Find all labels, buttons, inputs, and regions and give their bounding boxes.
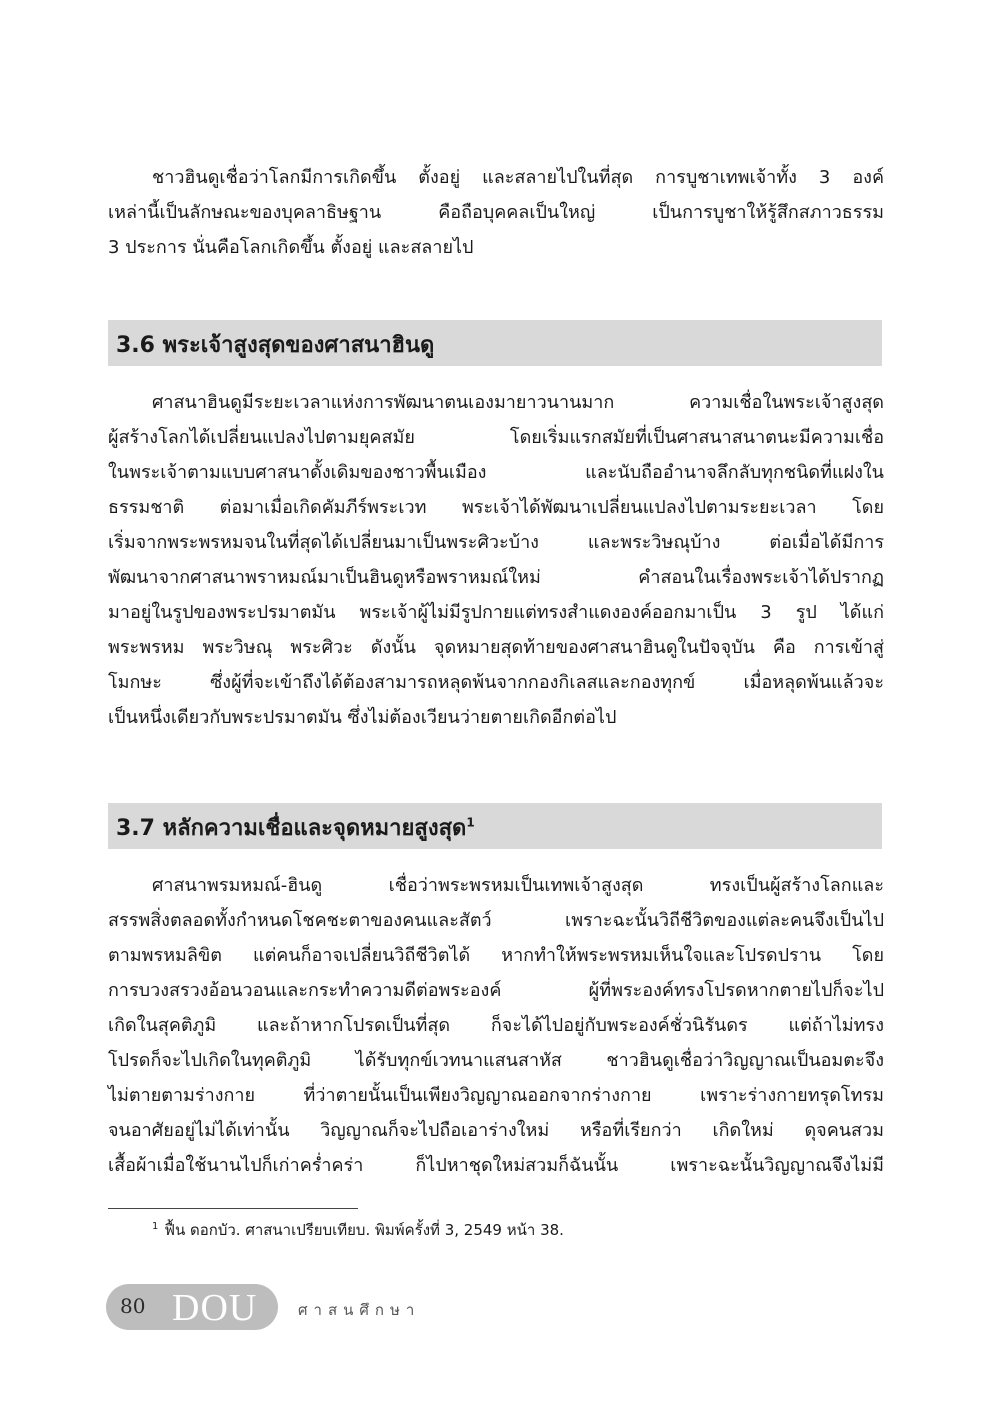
text-line: ชาวฮินดูเชื่อว่าโลกมีการเกิดขึ้น ตั้งอยู่ และสลายไปในที่สุด การบูชาเทพเจ้าทั้ง 3 องค์: [152, 167, 884, 188]
page-number: 80: [120, 1294, 146, 1318]
text-line: เกิดในสุคติภูมิ และถ้าหากโปรดเป็นที่สุด ก็จะได้ไปอยู่กับพระองค์ชั่วนิรันดร แต่ถ้าไม่ทรง: [108, 1015, 884, 1036]
section-title: [116, 810, 475, 845]
text-line: ศาสนาพรมหมณ์-ฮินดู เชื่อว่าพระพรหมเป็นเทพเจ้าสูงสุด ทรงเป็นผู้สร้างโลกและ: [152, 875, 884, 896]
text-line: จนอาศัยอยู่ไม่ได้เท่านั้น วิญญาณก็จะไปถือเอาร่างใหม่ หรือที่เรียกว่า เกิดใหม่ ดุจคนสวม: [108, 1120, 884, 1141]
section-header-3-7: [108, 803, 882, 849]
text-line: การบวงสรวงอ้อนวอนและกระทำความดีต่อพระองค์ ผู้ที่พระองค์ทรงโปรดหากตายไปก็จะไป: [108, 980, 884, 1001]
text-line: เริ่มจากพระพรหมจนในที่สุดได้เปลี่ยนมาเป็นพระศิวะบ้าง และพระวิษณุบ้าง ต่อเมื่อได้มีการ: [108, 532, 884, 553]
text-line: มาอยู่ในรูปของพระปรมาตมัน พระเจ้าผู้ไม่มีรูปกายแต่ทรงสำแดงองค์ออกมาเป็น 3 รูป ได้แก่: [108, 602, 884, 623]
text-line: เหล่านี้เป็นลักษณะของบุคลาธิษฐาน คือถือบุคคลเป็นใหญ่ เป็นการบูชาให้รู้สึกสภาวธรรม: [108, 202, 884, 223]
section-3-7-paragraph: [108, 868, 884, 1183]
footnote-reference: 1: [466, 815, 475, 830]
text-line: พัฒนาจากศาสนาพราหมณ์มาเป็นฮินดูหรือพราหมณ์ใหม่ คำสอนในเรื่องพระเจ้าได้ปรากฏ: [108, 567, 884, 588]
text-line: 3 ประการ นั่นคือโลกเกิดขึ้น ตั้งอยู่ และสลายไป: [108, 237, 474, 258]
text-line: ผู้สร้างโลกได้เปลี่ยนแปลงไปตามยุคสมัย โดยเริ่มแรกสมัยที่เป็นศาสนาสนาตนะมีความเชื่อ: [108, 427, 884, 448]
footnote-divider: [108, 1208, 358, 1209]
section-header-3-6: [108, 320, 882, 366]
dou-logo: DOU: [172, 1287, 258, 1329]
text-line: สรรพสิ่งตลอดทั้งกำหนดโชคชะตาของคนและสัตว์ เพราะฉะนั้นวิถีชีวิตของแต่ละคนจึงเป็นไป: [108, 910, 884, 931]
footnote: [152, 1218, 564, 1242]
section-3-6-paragraph: [108, 385, 884, 735]
text-line: ตามพรหมลิขิต แต่คนก็อาจเปลี่ยนวิถีชีวิตได้ หากทำให้พระพรหมเห็นใจและโปรดปราน โดย: [108, 945, 884, 966]
text-line: เสื้อผ้าเมื่อใช้นานไปก็เก่าคร่ำคร่า ก็ไปหาชุดใหม่สวมก็ฉันนั้น เพราะฉะนั้นวิญญาณจึงไม่มี: [108, 1155, 884, 1176]
text-line: ในพระเจ้าตามแบบศาสนาดั้งเดิมของชาวพื้นเมือง และนับถืออำนาจลึกลับทุกชนิดที่แฝงใน: [108, 462, 884, 483]
text-line: ศาสนาฮินดูมีระยะเวลาแห่งการพัฒนาตนเองมายาวนานมาก ความเชื่อในพระเจ้าสูงสุด: [152, 392, 884, 413]
footnote-marker: 1: [152, 1221, 159, 1232]
text-line: เป็นหนึ่งเดียวกับพระปรมาตมัน ซึ่งไม่ต้องเวียนว่ายตายเกิดอีกต่อไป: [108, 707, 617, 728]
text-line: โปรดก็จะไปเกิดในทุคติภูมิ ได้รับทุกข์เวทนาแสนสาหัส ชาวฮินดูเชื่อว่าวิญญาณเป็นอมตะจึง: [108, 1050, 884, 1071]
text-line: พระพรหม พระวิษณุ พระศิวะ ดังนั้น จุดหมายสุดท้ายของศาสนาฮินดูในปัจจุบัน คือ การเข้าสู่: [108, 637, 884, 658]
course-name: ศาสนศึกษา: [298, 1301, 421, 1319]
page-badge: [106, 1284, 278, 1330]
text-line: โมกษะ ซึ่งผู้ที่จะเข้าถึงได้ต้องสามารถหลุดพ้นจากกองกิเลสและกองทุกข์ เมื่อหลุดพ้นแล้วจะ: [108, 672, 884, 693]
intro-paragraph: [108, 160, 884, 265]
text-line: ธรรมชาติ ต่อมาเมื่อเกิดคัมภีร์พระเวท พระเจ้าได้พัฒนาเปลี่ยนแปลงไปตามระยะเวลา โดย: [108, 497, 884, 518]
text-line: ไม่ตายตามร่างกาย ที่ว่าตายนั้นเป็นเพียงวิญญาณออกจากร่างกาย เพราะร่างกายทรุดโทรม: [108, 1085, 884, 1106]
footnote-text: ฟื้น ดอกบัว. ศาสนาเปรียบเทียบ. พิมพ์ครั้งที่ 3, 2549 หน้า 38.: [164, 1221, 564, 1239]
section-title: 3.6 พระเจ้าสูงสุดของศาสนาฮินดู: [116, 333, 435, 358]
section-title-text: 3.7 หลักความเชื่อและจุดหมายสูงสุด: [116, 816, 467, 841]
